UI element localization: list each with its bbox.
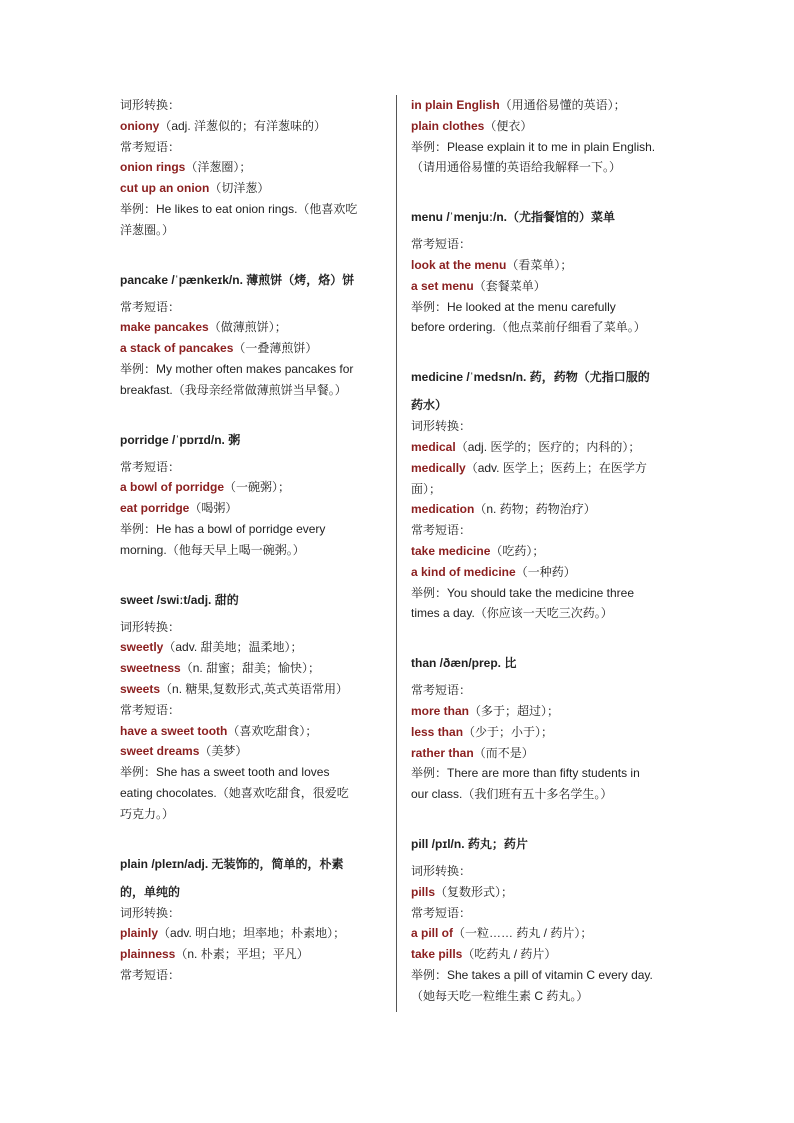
vocab-term: make pancakes	[120, 320, 209, 335]
column-divider	[396, 95, 397, 1012]
vocab-term: sweet dreams	[120, 744, 200, 759]
vocab-gloss: （n. 糖果,复数形式,英式英语常用）	[160, 681, 349, 696]
example-line: 举例：She has a sweet tooth and loves	[120, 765, 330, 780]
vocab-item	[120, 944, 383, 965]
vocab-item	[120, 741, 383, 762]
vocab-term: rather than	[411, 745, 474, 760]
vocab-term: medical	[411, 439, 456, 454]
vocab-gloss: （n. 朴素；平坦；平凡）	[175, 947, 309, 962]
vocab-item	[411, 722, 674, 743]
example-sentence	[411, 763, 674, 805]
vocab-term: take medicine	[411, 543, 491, 558]
section-label: 常考短语：	[120, 139, 181, 154]
vocab-term: look at the menu	[411, 257, 507, 272]
vocab-gloss: （吃药丸 / 药片）	[462, 947, 557, 962]
section-label: 常考短语：	[411, 905, 472, 920]
example-line: 举例：He looked at the menu carefully	[411, 299, 616, 314]
vocab-term: a kind of medicine	[411, 564, 516, 579]
entry-headword: porridge /ˈpɒrɪd/n. 粥	[120, 432, 241, 447]
vocab-item	[411, 923, 674, 944]
headword-line: 药水）	[411, 398, 448, 413]
vocab-item	[120, 338, 383, 359]
vocab-gloss: （看菜单）；	[506, 257, 573, 272]
vocab-term: a set menu	[411, 278, 474, 293]
vocab-item	[411, 95, 674, 116]
example-sentence	[411, 137, 674, 179]
vocab-item	[120, 637, 383, 658]
vocab-item	[411, 499, 674, 520]
vocab-gloss: （便衣）	[484, 118, 533, 133]
vocab-item	[411, 882, 674, 903]
vocab-gloss: （一碗粥）；	[224, 480, 291, 495]
vocab-term: onion rings	[120, 160, 186, 175]
headword-line: medicine /ˈmedsn/n. 药，药物（尤指口服的	[411, 370, 650, 385]
vocab-gloss: （复数形式）；	[435, 884, 514, 899]
vocab-item	[411, 255, 674, 276]
vocab-term: sweetly	[120, 640, 164, 655]
example-line: eating chocolates.（她喜欢吃甜食，很爱吃	[120, 785, 349, 800]
entry-headword	[411, 364, 674, 416]
section-label: 常考短语：	[411, 237, 472, 252]
vocab-term: take pills	[411, 947, 463, 962]
section-label: 词形转换：	[120, 905, 181, 920]
vocab-item	[120, 721, 383, 742]
vocab-item	[411, 541, 674, 562]
entry-spacer	[411, 178, 674, 204]
example-sentence	[411, 583, 674, 625]
example-sentence	[411, 297, 674, 339]
entry-headword: pill /pɪl/n. 药丸；药片	[411, 836, 528, 851]
section-label: 词形转换：	[120, 98, 181, 112]
entry-headword	[120, 851, 383, 903]
vocab-term: sweets	[120, 681, 161, 696]
example-line: 举例：Please explain it to me in plain English.	[411, 139, 656, 154]
example-line: times a day.（你应该一天吃三次药。）	[411, 606, 613, 621]
section-label: 常考短语：	[411, 683, 472, 698]
vocab-gloss: （喝粥）	[189, 501, 238, 516]
entry-headword: menu /ˈmenjuː/n.（尤指餐馆的）菜单	[411, 210, 616, 225]
vocab-term: eat porridge	[120, 501, 190, 516]
entry-spacer	[411, 624, 674, 650]
vocab-gloss: （adj. 洋葱似的；有洋葱味的）	[159, 118, 327, 133]
vocab-gloss: （用通俗易懂的英语）；	[499, 98, 626, 112]
left-column	[120, 95, 383, 986]
vocab-gloss: （一种药）	[515, 564, 576, 579]
vocab-term: sweetness	[120, 661, 181, 676]
vocab-gloss: （一粒…… 药丸 / 药片）；	[453, 926, 593, 941]
vocab-item	[411, 743, 674, 764]
example-line: breakfast.（我母亲经常做薄煎饼当早餐。）	[120, 382, 347, 397]
vocab-term: oniony	[120, 118, 160, 133]
example-sentence	[120, 519, 383, 561]
section-label: 常考短语：	[120, 702, 181, 717]
vocab-gloss: （套餐菜单）	[473, 278, 546, 293]
vocab-item	[411, 701, 674, 722]
vocab-term: a pill of	[411, 926, 453, 941]
vocab-term: pills	[411, 884, 436, 899]
example-line: 举例：My mother often makes pancakes for	[120, 361, 354, 376]
entry-spacer	[411, 805, 674, 831]
example-line: 举例：You should take the medicine three	[411, 585, 635, 600]
example-line: before ordering.（他点菜前仔细看了菜单。）	[411, 320, 646, 335]
entry-headword: sweet /swiːt/adj. 甜的	[120, 592, 239, 607]
vocab-item	[120, 679, 383, 700]
vocab-term: more than	[411, 703, 470, 718]
vocab-term: a bowl of porridge	[120, 480, 224, 495]
entry-spacer	[120, 561, 383, 587]
headword-line: plain /pleɪn/adj. 无装饰的，简单的，朴素	[120, 856, 344, 871]
example-line: our class.（我们班有五十多名学生。）	[411, 787, 613, 802]
example-line: 举例：There are more than fifty students in	[411, 766, 640, 781]
vocab-term: medication	[411, 502, 475, 517]
vocab-gloss: （adv. 医学上；医药上；在医学方	[465, 460, 647, 475]
vocab-gloss: （切洋葱）	[209, 181, 270, 196]
example-sentence	[411, 965, 674, 1007]
vocab-term: medically	[411, 460, 466, 475]
example-line: morning.（他每天早上喝一碗粥。）	[120, 542, 305, 557]
vocab-item	[411, 944, 674, 965]
example-line: 洋葱圈。）	[120, 222, 175, 237]
vocab-gloss: （一叠薄煎饼）	[233, 341, 318, 356]
vocab-term: have a sweet tooth	[120, 723, 228, 738]
entry-headword: than /ðæn/prep. 比	[411, 656, 517, 671]
vocab-item	[120, 498, 383, 519]
vocab-item	[120, 477, 383, 498]
entry-spacer	[411, 338, 674, 364]
section-label: 常考短语：	[120, 299, 181, 314]
example-line: 举例：He has a bowl of porridge every	[120, 521, 326, 536]
section-label: 常考短语：	[120, 459, 181, 474]
vocab-term: a stack of pancakes	[120, 341, 234, 356]
vocab-item	[411, 562, 674, 583]
vocab-gloss: （吃药）；	[490, 543, 545, 558]
example-line: 举例：She takes a pill of vitamin C every day.	[411, 967, 653, 982]
text-line: 面）；	[411, 481, 442, 496]
vocab-item	[120, 116, 383, 137]
vocab-item	[120, 923, 383, 944]
vocab-term: plain clothes	[411, 118, 485, 133]
vocab-term: plainly	[120, 926, 159, 941]
entry-spacer	[120, 825, 383, 851]
entry-spacer	[120, 401, 383, 427]
section-label: 词形转换：	[411, 863, 472, 878]
headword-line: 的，单纯的	[120, 884, 181, 899]
vocab-gloss: （adj. 医学的；医疗的；内科的）；	[455, 439, 641, 454]
vocab-gloss: （n. 甜蜜；甜美；愉快）；	[180, 661, 321, 676]
vocab-item	[411, 437, 674, 458]
vocab-term: cut up an onion	[120, 181, 210, 196]
vocab-gloss: （少于；小于）；	[463, 724, 554, 739]
section-label: 词形转换：	[120, 619, 181, 634]
vocab-gloss: （多于；超过）；	[469, 703, 560, 718]
vocab-item	[120, 157, 383, 178]
vocab-item	[411, 116, 674, 137]
vocab-term: less than	[411, 724, 464, 739]
vocab-gloss: （adv. 明白地；坦率地；朴素地）；	[158, 926, 346, 941]
example-line: （她每天吃一粒维生素 C 药丸。）	[411, 988, 589, 1003]
example-line: 巧克力。）	[120, 806, 175, 821]
section-label: 词形转换：	[411, 419, 472, 434]
vocab-gloss: （adv. 甜美地；温柔地）；	[163, 640, 303, 655]
example-line: 举例：He likes to eat onion rings.（他喜欢吃	[120, 201, 358, 216]
vocab-gloss: （n. 药物；药物治疗）	[474, 502, 596, 517]
vocab-item	[411, 458, 674, 479]
vocab-gloss: （喜欢吃甜食）；	[227, 723, 318, 738]
vocab-gloss: （美梦）	[199, 744, 248, 759]
vocab-gloss: （洋葱圈）；	[185, 160, 252, 175]
vocab-item	[120, 658, 383, 679]
vocab-item	[411, 276, 674, 297]
example-sentence	[120, 359, 383, 401]
example-sentence	[120, 762, 383, 824]
example-sentence	[120, 199, 383, 241]
section-label: 常考短语：	[120, 967, 181, 982]
vocab-gloss: （而不是）	[473, 745, 534, 760]
vocab-term: plainness	[120, 947, 176, 962]
vocab-term: in plain English	[411, 98, 500, 112]
example-line: （请用通俗易懂的英语给我解释一下。）	[411, 160, 622, 175]
vocab-gloss: （做薄煎饼）；	[208, 320, 287, 335]
vocab-item	[120, 178, 383, 199]
section-label: 常考短语：	[411, 523, 472, 538]
vocab-item	[120, 317, 383, 338]
entry-spacer	[120, 241, 383, 267]
right-column	[411, 95, 674, 1007]
entry-headword: pancake /ˈpænkeɪk/n. 薄煎饼（烤，烙）饼	[120, 272, 355, 287]
